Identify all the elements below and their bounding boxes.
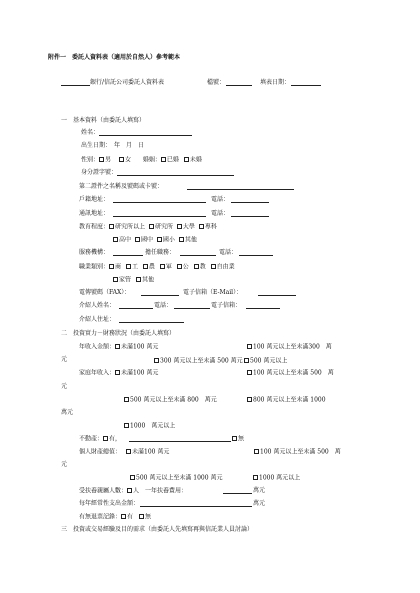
edu-other-label: 其他 (184, 236, 197, 244)
fax-field[interactable] (141, 295, 179, 296)
single-label: 未婚 (189, 156, 202, 164)
occupation-label: 職業類別： (79, 263, 110, 271)
email-label: 電子信箱（E-Mail）： (183, 289, 243, 296)
annual-income-label: 年收入金額： (79, 343, 116, 351)
bounced-check-row (79, 514, 151, 521)
family-100-500-cont: 元 (61, 383, 68, 390)
edu-primary-checkbox[interactable] (157, 237, 162, 242)
annual-support-unit: 萬元 (253, 487, 266, 494)
male-label: 男 (105, 156, 112, 164)
reg-address-label: 戶籍地址： (79, 196, 110, 203)
employer-field[interactable] (113, 255, 143, 256)
position-field[interactable] (180, 255, 216, 256)
job-other-label: 其他 (141, 276, 154, 284)
dependents-count-box[interactable] (127, 488, 132, 493)
edu-univ-label: 大學 (182, 223, 195, 231)
income-300-500-option (154, 358, 243, 365)
family-500-800-option (124, 397, 217, 404)
contact-address-field[interactable] (113, 216, 206, 217)
annual-support-label: 一年扶養費用： (144, 487, 187, 495)
family-lt100-label: 未滿100 萬元 (121, 369, 159, 377)
document-title: 附件一 委託人資料表（適用於自然人）參考範本 (48, 54, 181, 61)
bounced-yes-checkbox[interactable] (121, 514, 126, 519)
female-label: 女 (124, 156, 131, 164)
job-work-checkbox[interactable] (126, 264, 131, 269)
family-500-800-checkbox[interactable] (124, 397, 129, 402)
reg-tel-label: 電話： (211, 196, 230, 203)
income-lt100-checkbox[interactable] (115, 344, 120, 349)
net-assets-label: 個人財產總值： (79, 448, 122, 456)
referrer-tel-field[interactable] (174, 308, 210, 309)
job-edu-checkbox[interactable] (194, 264, 199, 269)
female-checkbox[interactable] (119, 157, 124, 162)
family-100-500-checkbox[interactable] (247, 370, 252, 375)
income-lt100-label: 未滿100 萬元 (121, 343, 159, 351)
edu-primary-label: 國小 (162, 236, 175, 244)
real-estate-no-label: 無 (238, 435, 245, 443)
edu-college-label: 專科 (204, 223, 217, 231)
job-biz-label: 商 (115, 263, 122, 271)
assets-100-500-cont: 元 (61, 461, 68, 468)
edu-grad-checkbox[interactable] (149, 224, 154, 229)
net-assets-row (79, 449, 169, 456)
real-estate-yes-label: 有， (109, 435, 122, 443)
section2-heading: 二 投資實力－財務狀況（由委託人填寫） (61, 330, 176, 337)
occupation-row2 (113, 277, 154, 284)
education-label: 教育程度： (79, 223, 110, 231)
job-agri-checkbox[interactable] (143, 264, 148, 269)
family-100-500-label: 100 萬元以上至未滿 500 萬 (253, 369, 334, 377)
income-500-option (244, 358, 287, 365)
id-no-field[interactable] (117, 175, 234, 176)
employer-tel-label: 電話： (219, 249, 238, 256)
contact-tel-field[interactable] (231, 216, 269, 217)
family-800-1000-label: 800 萬元以上至未滿 1000 (253, 396, 326, 404)
annual-income-row (79, 344, 158, 351)
job-pub-checkbox[interactable] (177, 264, 182, 269)
male-checkbox[interactable] (99, 157, 104, 162)
assets-lt100-checkbox[interactable] (126, 449, 131, 454)
marital-label: 婚姻： (142, 156, 161, 164)
family-1000-option (124, 423, 175, 430)
assets-100-500-option (254, 449, 341, 456)
real-estate-label: 不動產： (79, 435, 104, 443)
id-no-label: 身分證字號： (81, 169, 118, 176)
income-100-300-cont: 元 (61, 356, 68, 363)
bounced-no-label: 無 (144, 513, 151, 521)
assets-500-1000-option (130, 475, 222, 482)
job-mil-label: 軍 (165, 263, 172, 271)
married-checkbox[interactable] (161, 157, 166, 162)
referrer-address-label: 介紹人住址： (79, 316, 116, 323)
edu-univ-checkbox[interactable] (177, 224, 182, 229)
gender-label: 性別： (81, 156, 100, 164)
edu-college-checkbox[interactable] (199, 224, 204, 229)
name-label: 姓名： (81, 129, 100, 136)
persons-unit: 人 (133, 487, 140, 495)
occupation-row1 (79, 264, 235, 271)
edu-grad-above-label: 研究所以上 (115, 223, 146, 231)
income-300-500-checkbox[interactable] (154, 358, 159, 363)
family-income-label: 家庭年收入： (79, 369, 116, 377)
yearly-expense-unit: 萬元 (253, 500, 266, 507)
family-500-800-label: 500 萬元以上至未滿 800 萬元 (130, 396, 217, 404)
income-300-500-label: 300 萬元以上至未滿 500 萬元 (160, 357, 243, 365)
file-no-label: 檔號： (207, 79, 226, 86)
income-500-checkbox[interactable] (244, 358, 249, 363)
employer-tel-field[interactable] (239, 255, 273, 256)
section3-heading: 三 投資或交易經驗及目的需求（由委託人先填寫再與信託業人員討論） (61, 526, 254, 533)
real-estate-no-option (232, 436, 244, 443)
assets-500-1000-checkbox[interactable] (130, 475, 135, 480)
family-100-500-option (247, 370, 334, 377)
family-income-row (79, 370, 158, 377)
bank-form-label: 銀行/信託公司委託人資料表 (90, 79, 165, 86)
assets-100-500-label: 100 萬元以上至未滿 500 萬 (260, 448, 341, 456)
job-pub-label: 公 (182, 263, 189, 271)
job-free-label: 自由業 (216, 263, 235, 271)
real-estate-row (79, 436, 121, 443)
real-estate-detail-field[interactable] (129, 441, 231, 442)
fill-date-label: 填表日期： (260, 79, 291, 86)
contact-address-label: 通訊地址： (79, 210, 110, 217)
file-no-field[interactable] (226, 85, 252, 86)
education-row1 (79, 224, 217, 231)
income-100-300-option (247, 344, 332, 351)
married-label: 已婚 (166, 156, 179, 164)
reg-address-field[interactable] (113, 202, 206, 203)
income-100-300-label: 100 萬元以上至未滿300 萬 (253, 343, 332, 351)
edu-grad-above-checkbox[interactable] (109, 224, 114, 229)
referrer-name-label: 介紹人姓名： (79, 302, 116, 309)
job-free-checkbox[interactable] (211, 264, 216, 269)
single-checkbox[interactable] (184, 157, 189, 162)
yearly-expense-label: 每年經常性支出金額： (79, 500, 140, 507)
reg-tel-field[interactable] (231, 202, 269, 203)
second-id-label: 第二證件之名稱及號碼或卡號： (79, 183, 164, 190)
real-estate-yes-checkbox[interactable] (103, 436, 108, 441)
job-other-checkbox[interactable] (136, 277, 141, 282)
assets-500-1000-label: 500 萬元以上至未滿 1000 萬元 (136, 474, 223, 482)
referrer-email-label: 電子信箱： (211, 302, 242, 309)
family-800-1000-cont: 萬元 (61, 409, 74, 416)
employer-label: 服務機構： (79, 249, 110, 256)
real-estate-no-checkbox[interactable] (232, 436, 237, 441)
family-1000-checkbox[interactable] (124, 423, 129, 428)
contact-tel-label: 電話： (211, 210, 230, 217)
bank-name-blank[interactable] (61, 85, 90, 86)
assets-100-500-checkbox[interactable] (254, 449, 259, 454)
edu-high-checkbox[interactable] (113, 237, 118, 242)
edu-junior-checkbox[interactable] (135, 237, 140, 242)
family-1000-label: 1000 萬元以上 (130, 422, 176, 430)
name-field[interactable] (99, 135, 192, 136)
fax-label: 電傳號碼（FAX）： (79, 289, 131, 296)
yearly-expense-field[interactable] (140, 506, 252, 507)
bounced-check-label: 有無退票記錄： (79, 513, 122, 521)
assets-1000-label: 1000 萬元以上 (259, 474, 301, 482)
job-edu-label: 教 (199, 263, 206, 271)
referrer-tel-label: 電話： (154, 302, 173, 309)
birth-date-label: 出生日期： 年 月 日 (81, 142, 145, 149)
position-label: 擔任職務： (145, 249, 176, 256)
gender-row (81, 157, 202, 164)
family-800-1000-option (247, 397, 326, 404)
job-mil-checkbox[interactable] (160, 264, 165, 269)
family-lt100-checkbox[interactable] (115, 370, 120, 375)
assets-1000-option (253, 475, 300, 482)
job-agri-label: 農 (148, 263, 155, 271)
dependents-label: 受扶養親屬人數： (79, 487, 128, 495)
assets-1000-checkbox[interactable] (253, 475, 258, 480)
email-field[interactable] (258, 295, 296, 296)
edu-other-checkbox[interactable] (179, 237, 184, 242)
job-work-label: 工 (131, 263, 138, 271)
job-biz-checkbox[interactable] (109, 264, 114, 269)
bounced-yes-label: 有 (127, 513, 134, 521)
education-row2 (113, 237, 197, 244)
edu-grad-label: 研究所 (154, 223, 173, 231)
annual-support-field[interactable] (223, 493, 252, 494)
edu-high-label: 高中 (119, 236, 132, 244)
dependents-row (79, 488, 187, 495)
section1-heading: 一 基本資料（由委託人填寫） (61, 117, 146, 124)
edu-junior-label: 國中 (140, 236, 153, 244)
income-500-label: 500 萬元以上 (250, 357, 288, 365)
second-id-field[interactable] (187, 189, 294, 190)
referrer-address-field[interactable] (119, 322, 184, 323)
fill-date-field[interactable] (291, 85, 321, 86)
family-800-1000-checkbox[interactable] (247, 397, 252, 402)
referrer-name-field[interactable] (119, 308, 153, 309)
income-100-300-checkbox[interactable] (247, 344, 252, 349)
job-home-checkbox[interactable] (113, 277, 118, 282)
bounced-no-checkbox[interactable] (139, 514, 144, 519)
job-home-label: 家管 (119, 276, 132, 284)
assets-lt100-label: 未滿100 萬元 (132, 448, 170, 456)
referrer-email-field[interactable] (246, 308, 280, 309)
